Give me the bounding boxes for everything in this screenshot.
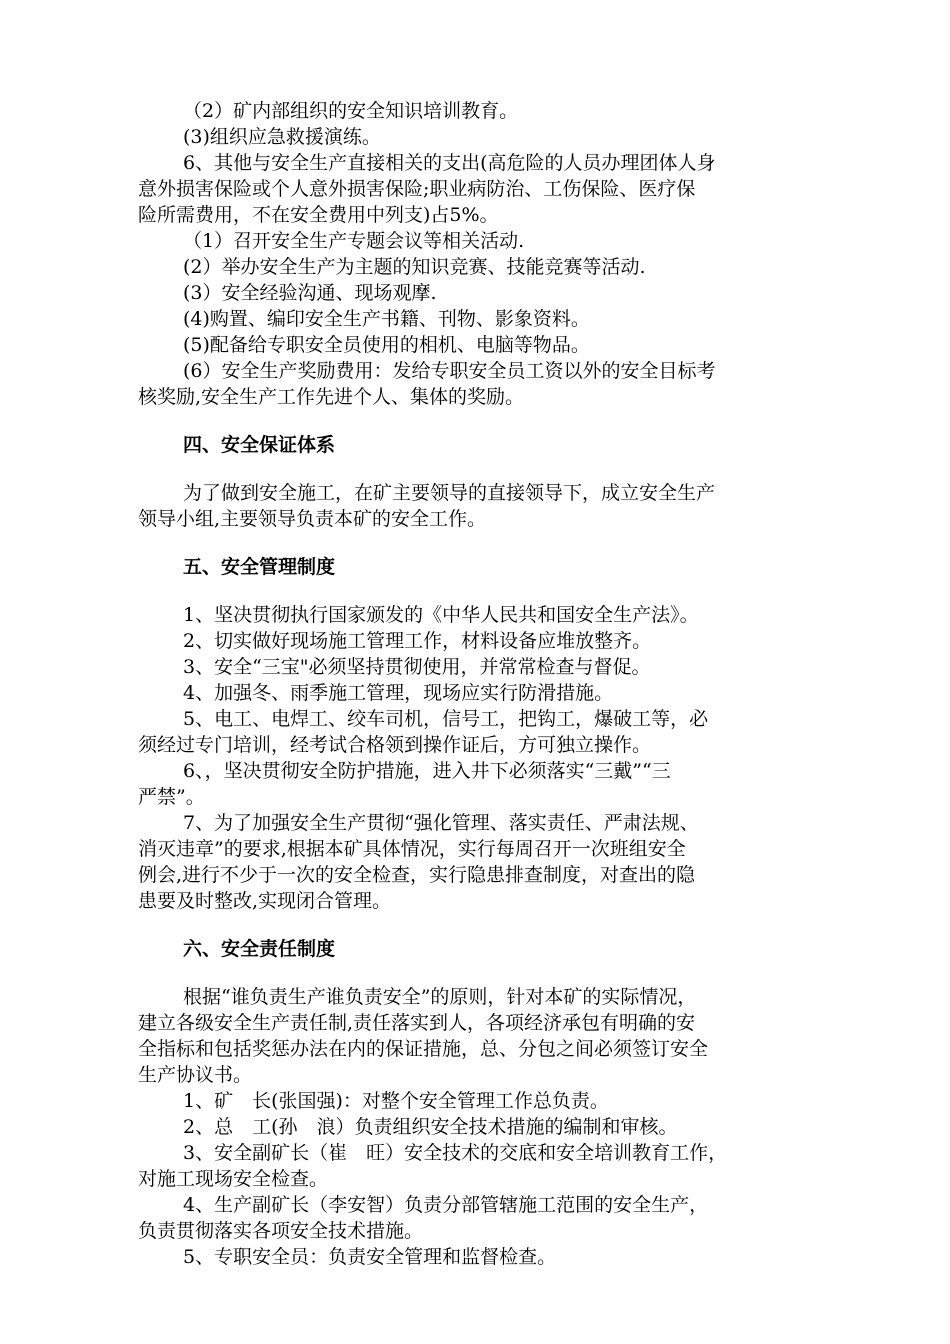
- text-line: 2、总 工(孙 浪）负责组织安全技术措施的编制和审核。: [183, 1116, 678, 1138]
- text-line: 严禁”。: [138, 786, 205, 808]
- text-line: 5、专职安全员：负责安全管理和监督检查。: [183, 1246, 557, 1268]
- text-line: 领导小组,主要领导负责本矿的安全工作。: [138, 508, 487, 530]
- section-heading: 四、安全保证体系: [183, 434, 336, 456]
- text-line: 险所需费用，不在安全费用中列支)占5%。: [138, 204, 499, 226]
- text-line: 4、生产副矿长（李安智）负责分部管辖施工范围的安全生产，: [183, 1194, 709, 1216]
- text-line: 5、电工、电焊工、绞车司机，信号工，把钩工，爆破工等，必: [183, 708, 709, 730]
- text-line: (4)购置、编印安全生产书籍、刊物、影象资料。: [183, 308, 590, 330]
- text-line: （2）矿内部组织的安全知识培训教育。: [183, 100, 519, 122]
- text-line: 7、为了加强安全生产贯彻“强化管理、落实责任、严肃法规、: [183, 812, 699, 834]
- text-line: (5)配备给专职安全员使用的相机、电脑等物品。: [183, 334, 590, 356]
- text-line: 2、切实做好现场施工管理工作，材料设备应堆放整齐。: [183, 630, 652, 652]
- text-line: 根据“谁负责生产谁负责安全”的原则，针对本矿的实际情况，: [183, 986, 697, 1008]
- text-line: 4、加强冬、雨季施工管理，现场应实行防滑措施。: [183, 682, 614, 704]
- text-line: (3)组织应急救援演练。: [183, 126, 381, 148]
- text-line: 负责贯彻落实各项安全技术措施。: [138, 1220, 424, 1242]
- text-line: 生产协议书。: [138, 1064, 253, 1086]
- text-line: 为了做到安全施工，在矿主要领导的直接领导下，成立安全生产: [183, 482, 716, 504]
- text-line: 3、安全“三宝"必须坚持贯彻使用，并常常检查与督促。: [183, 656, 651, 678]
- text-line: 全指标和包括奖惩办法在内的保证措施，总、分包之间必须签订安全: [138, 1038, 709, 1060]
- text-line: 例会,进行不少于一次的安全检查，实行隐患排查制度，对查出的隐: [138, 864, 696, 886]
- text-line: 6、其他与安全生产直接相关的支出(高危险的人员办理团体人身: [183, 152, 716, 174]
- text-line: 对施工现场安全检查。: [138, 1168, 329, 1190]
- text-line: (3）安全经验沟通、现场观摩.: [183, 282, 437, 304]
- text-line: (6）安全生产奖励费用：发给专职安全员工资以外的安全目标考: [183, 360, 716, 382]
- text-line: （1）召开安全生产专题会议等相关活动.: [183, 230, 525, 252]
- section-heading: 六、安全责任制度: [183, 938, 336, 960]
- text-line: 1、矿 长(张国强)：对整个安全管理工作总负责。: [183, 1090, 609, 1112]
- text-line: 患要及时整改,实现闭合管理。: [138, 890, 392, 912]
- text-line: 意外损害保险或个人意外损害保险;职业病防治、工伤保险、医疗保: [138, 178, 696, 200]
- text-line: 核奖励,安全生产工作先进个人、集体的奖励。: [138, 386, 525, 408]
- text-line: (2）举办安全生产为主题的知识竞赛、技能竞赛等活动.: [183, 256, 646, 278]
- section-heading: 五、安全管理制度: [183, 556, 336, 578]
- text-line: 须经过专门培训，经考试合格领到操作证后，方可独立操作。: [138, 734, 652, 756]
- text-line: 消灭违章”的要求,根据本矿具体情况，实行每周召开一次班组安全: [138, 838, 686, 860]
- text-line: 建立各级安全生产责任制,责任落实到人，各项经济承包有明确的安: [138, 1012, 696, 1034]
- text-line: 1、坚决贯彻执行国家颁发的《中华人民共和国安全生产法》。: [183, 604, 699, 626]
- text-line: 3、安全副矿长（崔 旺）安全技术的交底和安全培训教育工作，: [183, 1142, 728, 1164]
- text-line: 6、，坚决贯彻安全防护措施，进入井下必须落实“三戴”“三: [183, 760, 671, 782]
